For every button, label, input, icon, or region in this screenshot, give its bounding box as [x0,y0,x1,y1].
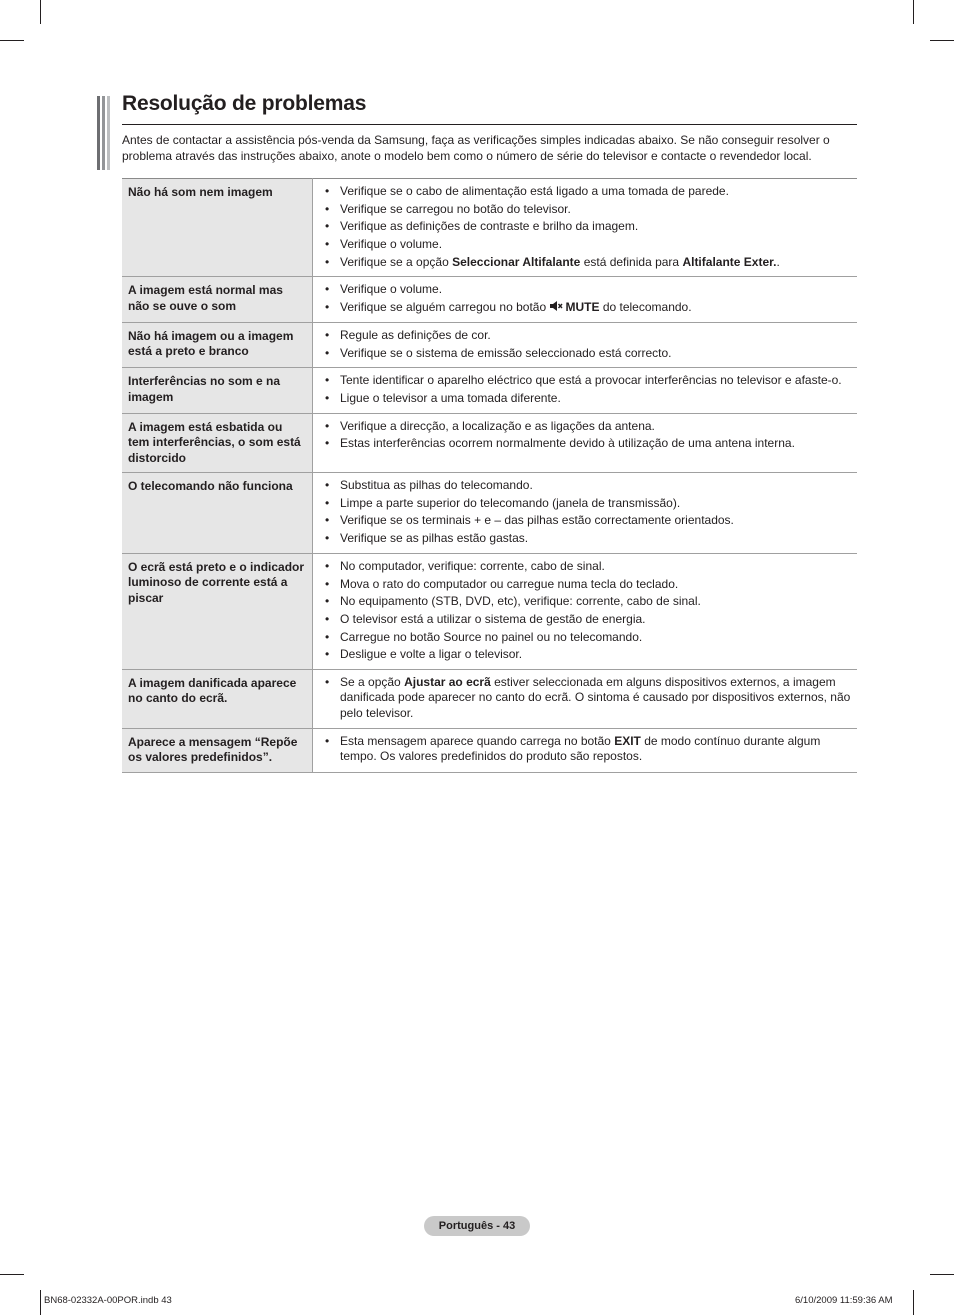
page-number-badge: Português - 43 [424,1216,530,1236]
solution-text: Se a opção [340,674,405,689]
table-row [122,413,857,473]
crop-mark [930,1274,954,1275]
solutions-list [323,478,851,547]
solution-text: No equipamento (STB, DVD, etc), verifique: corrente, cabo de sinal. [340,594,701,609]
solutions-list [323,559,851,663]
problem-cell: A imagem está esbatida ou tem interferências, o som está distorcido [122,413,313,473]
list-item [323,184,851,200]
solution-text: Mova o rato do computador ou carregue numa tecla do teclado. [340,576,679,591]
list-item [323,419,851,435]
table-row [122,669,857,728]
solution-text: Verifique se os terminais + e – das pilhas estão correctamente orientados. [340,513,734,528]
problem-cell: O telecomando não funciona [122,473,313,554]
solution-text: Desligue e volte a ligar o televisor. [340,647,523,662]
crop-mark [0,40,24,41]
solutions-list [323,734,851,765]
emphasis-text: EXIT [614,733,641,748]
solution-text: O televisor está a utilizar o sistema de gestão de energia. [340,611,646,626]
solutions-cell [313,322,858,367]
list-item [323,391,851,407]
table-row [122,277,857,322]
list-item [323,559,851,575]
solution-text: está definida para [580,254,683,269]
solution-text: Estas interferências ocorrem normalmente devido à utilização de uma antena interna. [340,436,795,451]
solutions-list [323,419,851,452]
problem-cell: Não há imagem ou a imagem está a preto e branco [122,322,313,367]
solution-text: Limpe a parte superior do telecomando (janela de transmissão). [340,495,681,510]
solution-text: Verifique a direcção, a localização e as ligações da antena. [340,418,655,433]
solution-text: Verifique se o cabo de alimentação está ligado a uma tomada de parede. [340,184,729,198]
crop-mark [40,1290,41,1315]
title-decoration [97,96,111,170]
table-row [122,553,857,669]
emphasis-text: Altifalante Exter. [682,254,777,269]
solutions-cell [313,368,858,413]
list-item [323,282,851,298]
solutions-cell [313,669,858,728]
crop-mark [0,1274,24,1275]
solution-text: de modo contínuo durante algum tempo. Os valores predefinidos do produto são repostos. [340,733,821,764]
troubleshooting-table [122,178,857,773]
problem-cell: Interferências no som e na imagem [122,368,313,413]
solution-text: do telecomando. [599,300,692,315]
problem-cell: A imagem está normal mas não se ouve o som [122,277,313,322]
intro-paragraph: Antes de contactar a assistência pós-venda da Samsung, faça as verificações simples indicadas abaixo. Se não conseguir resolver o problema através das instruções abaixo, anote o modelo bem como o número de série do televisor e contacte o revendedor local. [122,133,830,163]
list-item [323,300,851,316]
solutions-cell [313,277,858,322]
list-item [323,219,851,235]
solution-text: . [776,254,780,269]
solutions-cell [313,413,858,473]
emphasis-text: Ajustar ao ecrã [404,674,491,689]
solutions-list [323,282,851,315]
table-row [122,473,857,554]
solution-text: Esta mensagem aparece quando carrega no botão [340,733,615,748]
solution-text: Ligue o televisor a uma tomada diferente. [340,390,561,405]
solution-text: Verifique as definições de contraste e brilho da imagem. [340,219,639,234]
problem-cell: Não há som nem imagem [122,179,313,277]
footer-timestamp: 6/10/2009 11:59:36 AM [795,1295,893,1306]
solution-text: Carregue no botão Source no painel ou no telecomando. [340,629,643,644]
title-rule [122,124,857,125]
solution-text: Verifique se alguém carregou no botão [340,300,550,315]
list-item [323,612,851,628]
solutions-list [323,675,851,722]
list-item [323,513,851,529]
problem-cell: O ecrã está preto e o indicador luminoso de corrente está a piscar [122,553,313,669]
list-item [323,346,851,362]
list-item [323,577,851,593]
solution-text: Verifique se as pilhas estão gastas. [340,531,529,546]
solutions-list [323,373,851,406]
solution-text: Regule as definições de cor. [340,327,491,342]
solution-text: No computador, verifique: corrente, cabo de sinal. [340,558,605,573]
solution-text: Verifique o volume. [340,237,443,252]
table-row [122,179,857,277]
list-item [323,328,851,344]
list-item [323,436,851,452]
table-row [122,728,857,772]
list-item [323,630,851,646]
solutions-list [323,184,851,270]
emphasis-text: MUTE [565,300,600,315]
list-item [323,531,851,547]
list-item [323,237,851,253]
table-row [122,368,857,413]
solution-text: Verifique se o sistema de emissão seleccionado está correcto. [340,345,672,360]
list-item [323,647,851,663]
problem-cell: Aparece a mensagem “Repõe os valores predefinidos”. [122,728,313,772]
solution-text: Verifique o volume. [340,282,443,297]
solution-text: Tente identificar o aparelho eléctrico que está a provocar interferências no televisor e afaste-o. [340,373,842,388]
list-item [323,734,851,765]
solution-text: Verifique se a opção [340,254,453,269]
crop-mark [930,40,954,41]
solution-text: estiver seleccionada em alguns dispositivos externos, a imagem danificada pode aparecer no canto do ecrã. O sintoma é causado por dispositivos externos, não pelo televisor. [340,674,851,720]
mute-speaker-icon [549,300,563,312]
solution-text: Substitua as pilhas do telecomando. [340,478,533,493]
page-title: Resolução de problemas [122,92,367,115]
solutions-cell [313,553,858,669]
list-item [323,373,851,389]
solutions-cell [313,179,858,277]
list-item [323,478,851,494]
solution-text: Verifique se carregou no botão do televisor. [340,201,571,216]
crop-mark [913,0,914,24]
emphasis-text: Seleccionar Altifalante [452,254,581,269]
list-item [323,675,851,722]
solutions-cell [313,728,858,772]
crop-mark [40,0,41,24]
list-item [323,496,851,512]
solutions-list [323,328,851,361]
list-item [323,594,851,610]
table-row [122,322,857,367]
crop-mark [913,1290,914,1315]
solutions-cell [313,473,858,554]
footer-file-info: BN68-02332A-00POR.indb 43 [44,1295,172,1306]
list-item [323,202,851,218]
problem-cell: A imagem danificada aparece no canto do ecrã. [122,669,313,728]
list-item [323,255,851,271]
